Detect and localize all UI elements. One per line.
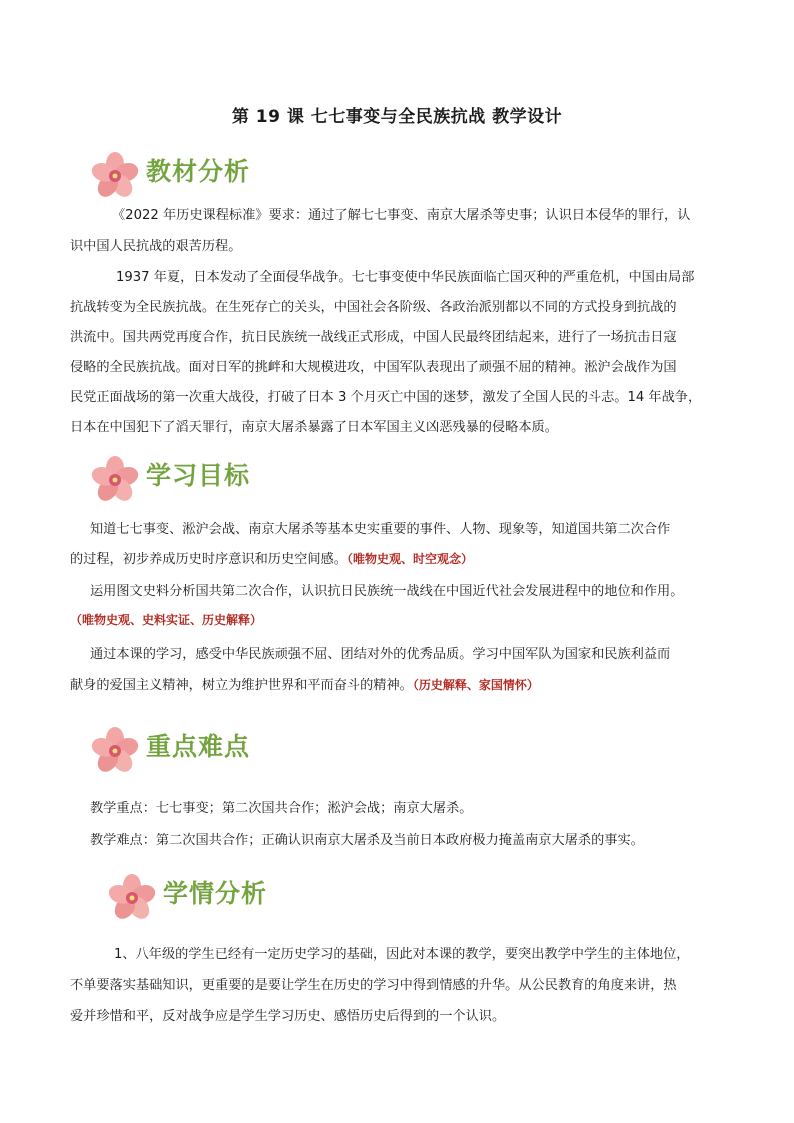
paragraph-line: 1937 年夏，日本发动了全面侵华战争。七七事变使中华民族面临亡国灭种的严重危机，中国由局部 [116, 270, 695, 285]
document-title: 第 19 课 七七事变与全民族抗战 教学设计 [231, 107, 563, 127]
paragraph-line [70, 671, 539, 700]
paragraph-line: 民党正面战场的第一次重大战役，打破了日本 3 个月灭亡中国的迷梦，激发了全国人民的斗志。14 年战争， [70, 390, 702, 405]
plum-blossom-icon [88, 450, 146, 506]
plum-blossom-icon [88, 146, 146, 202]
paragraph-line: 运用图文史料分析国共第二次合作，认识抗日民族统一战线在中国近代社会发展进程中的地位和作用。 [90, 584, 684, 599]
paragraph-line: 教学重点：七七事变；第二次国共合作；淞沪会战；南京大屠杀。 [90, 801, 473, 816]
paragraph-line: 教学难点：第二次国共合作；正确认识南京大屠杀及当前日本政府极力掩盖南京大屠杀的事实。 [90, 833, 644, 848]
section-heading-text: 重点难点 [146, 732, 251, 761]
section-heading-text: 学习目标 [146, 461, 251, 490]
paragraph-line: 《2022 年历史课程标准》要求：通过了解七七事变、南京大屠杀等史事；认识日本侵华的罪行，认 [112, 208, 691, 223]
core-literacy-tag: （历史解释、家国情怀） [412, 678, 539, 692]
paragraph-line [70, 545, 473, 574]
plum-blossom-icon [88, 721, 146, 777]
paragraph-line: 抗战转变为全民族抗战。在生死存亡的关头，中国社会各阶级、各政治派别都以不同的方式投身到抗战的 [70, 300, 677, 315]
core-literacy-tag: （唯物史观、时空观念） [346, 552, 473, 566]
paragraph-line: 通过本课的学习，感受中华民族顽强不屈、团结对外的优秀品质。学习中国军队为国家和民族利益而 [90, 647, 671, 662]
objective-text: 的过程，初步养成历史时序意识和历史空间感。 [70, 552, 347, 567]
paragraph-line: 爱并珍惜和平，反对战争应是学生学习历史、感悟历史后得到的一个认识。 [70, 1009, 506, 1024]
core-literacy-tag: （唯物史观、史料实证、历史解释） [70, 613, 263, 627]
section-heading-text: 学情分析 [163, 879, 268, 908]
paragraph-line: 1、八年级的学生已经有一定历史学习的基础，因此对本课的教学，要突出教学中学生的主体地位， [114, 947, 690, 962]
paragraph-line: 洪流中。国共两党再度合作，抗日民族统一战线正式形成，中国人民最终团结起来，进行了一场抗击日寇 [70, 330, 677, 345]
paragraph-line: 日本在中国犯下了滔天罪行，南京大屠杀暴露了日本军国主义凶恶残暴的侵略本质。 [70, 420, 558, 435]
paragraph-line: 知道七七事变、淞沪会战、南京大屠杀等基本史实重要的事件、人物、现象等，知道国共第二次合作 [90, 522, 671, 537]
section-heading-learning-objectives [88, 450, 338, 506]
paragraph-line: 识中国人民抗战的艰苦历程。 [70, 239, 242, 254]
section-heading-textbook-analysis [88, 146, 338, 202]
plum-blossom-icon [105, 868, 163, 924]
paragraph-line: 侵略的全民族抗战。面对日军的挑衅和大规模进攻，中国军队表现出了顽强不屈的精神。淞沪会战作为国 [70, 360, 677, 375]
objective-text: 献身的爱国主义精神，树立为维护世界和平而奋斗的精神。 [70, 678, 413, 693]
section-heading-student-analysis [105, 868, 355, 924]
section-heading-text: 教材分析 [146, 157, 251, 186]
section-heading-key-difficult-points [88, 721, 338, 777]
paragraph-line: 不单要落实基础知识，更重要的是要让学生在历史的学习中得到情感的升华。从公民教育的角度来讲，热 [70, 978, 677, 993]
